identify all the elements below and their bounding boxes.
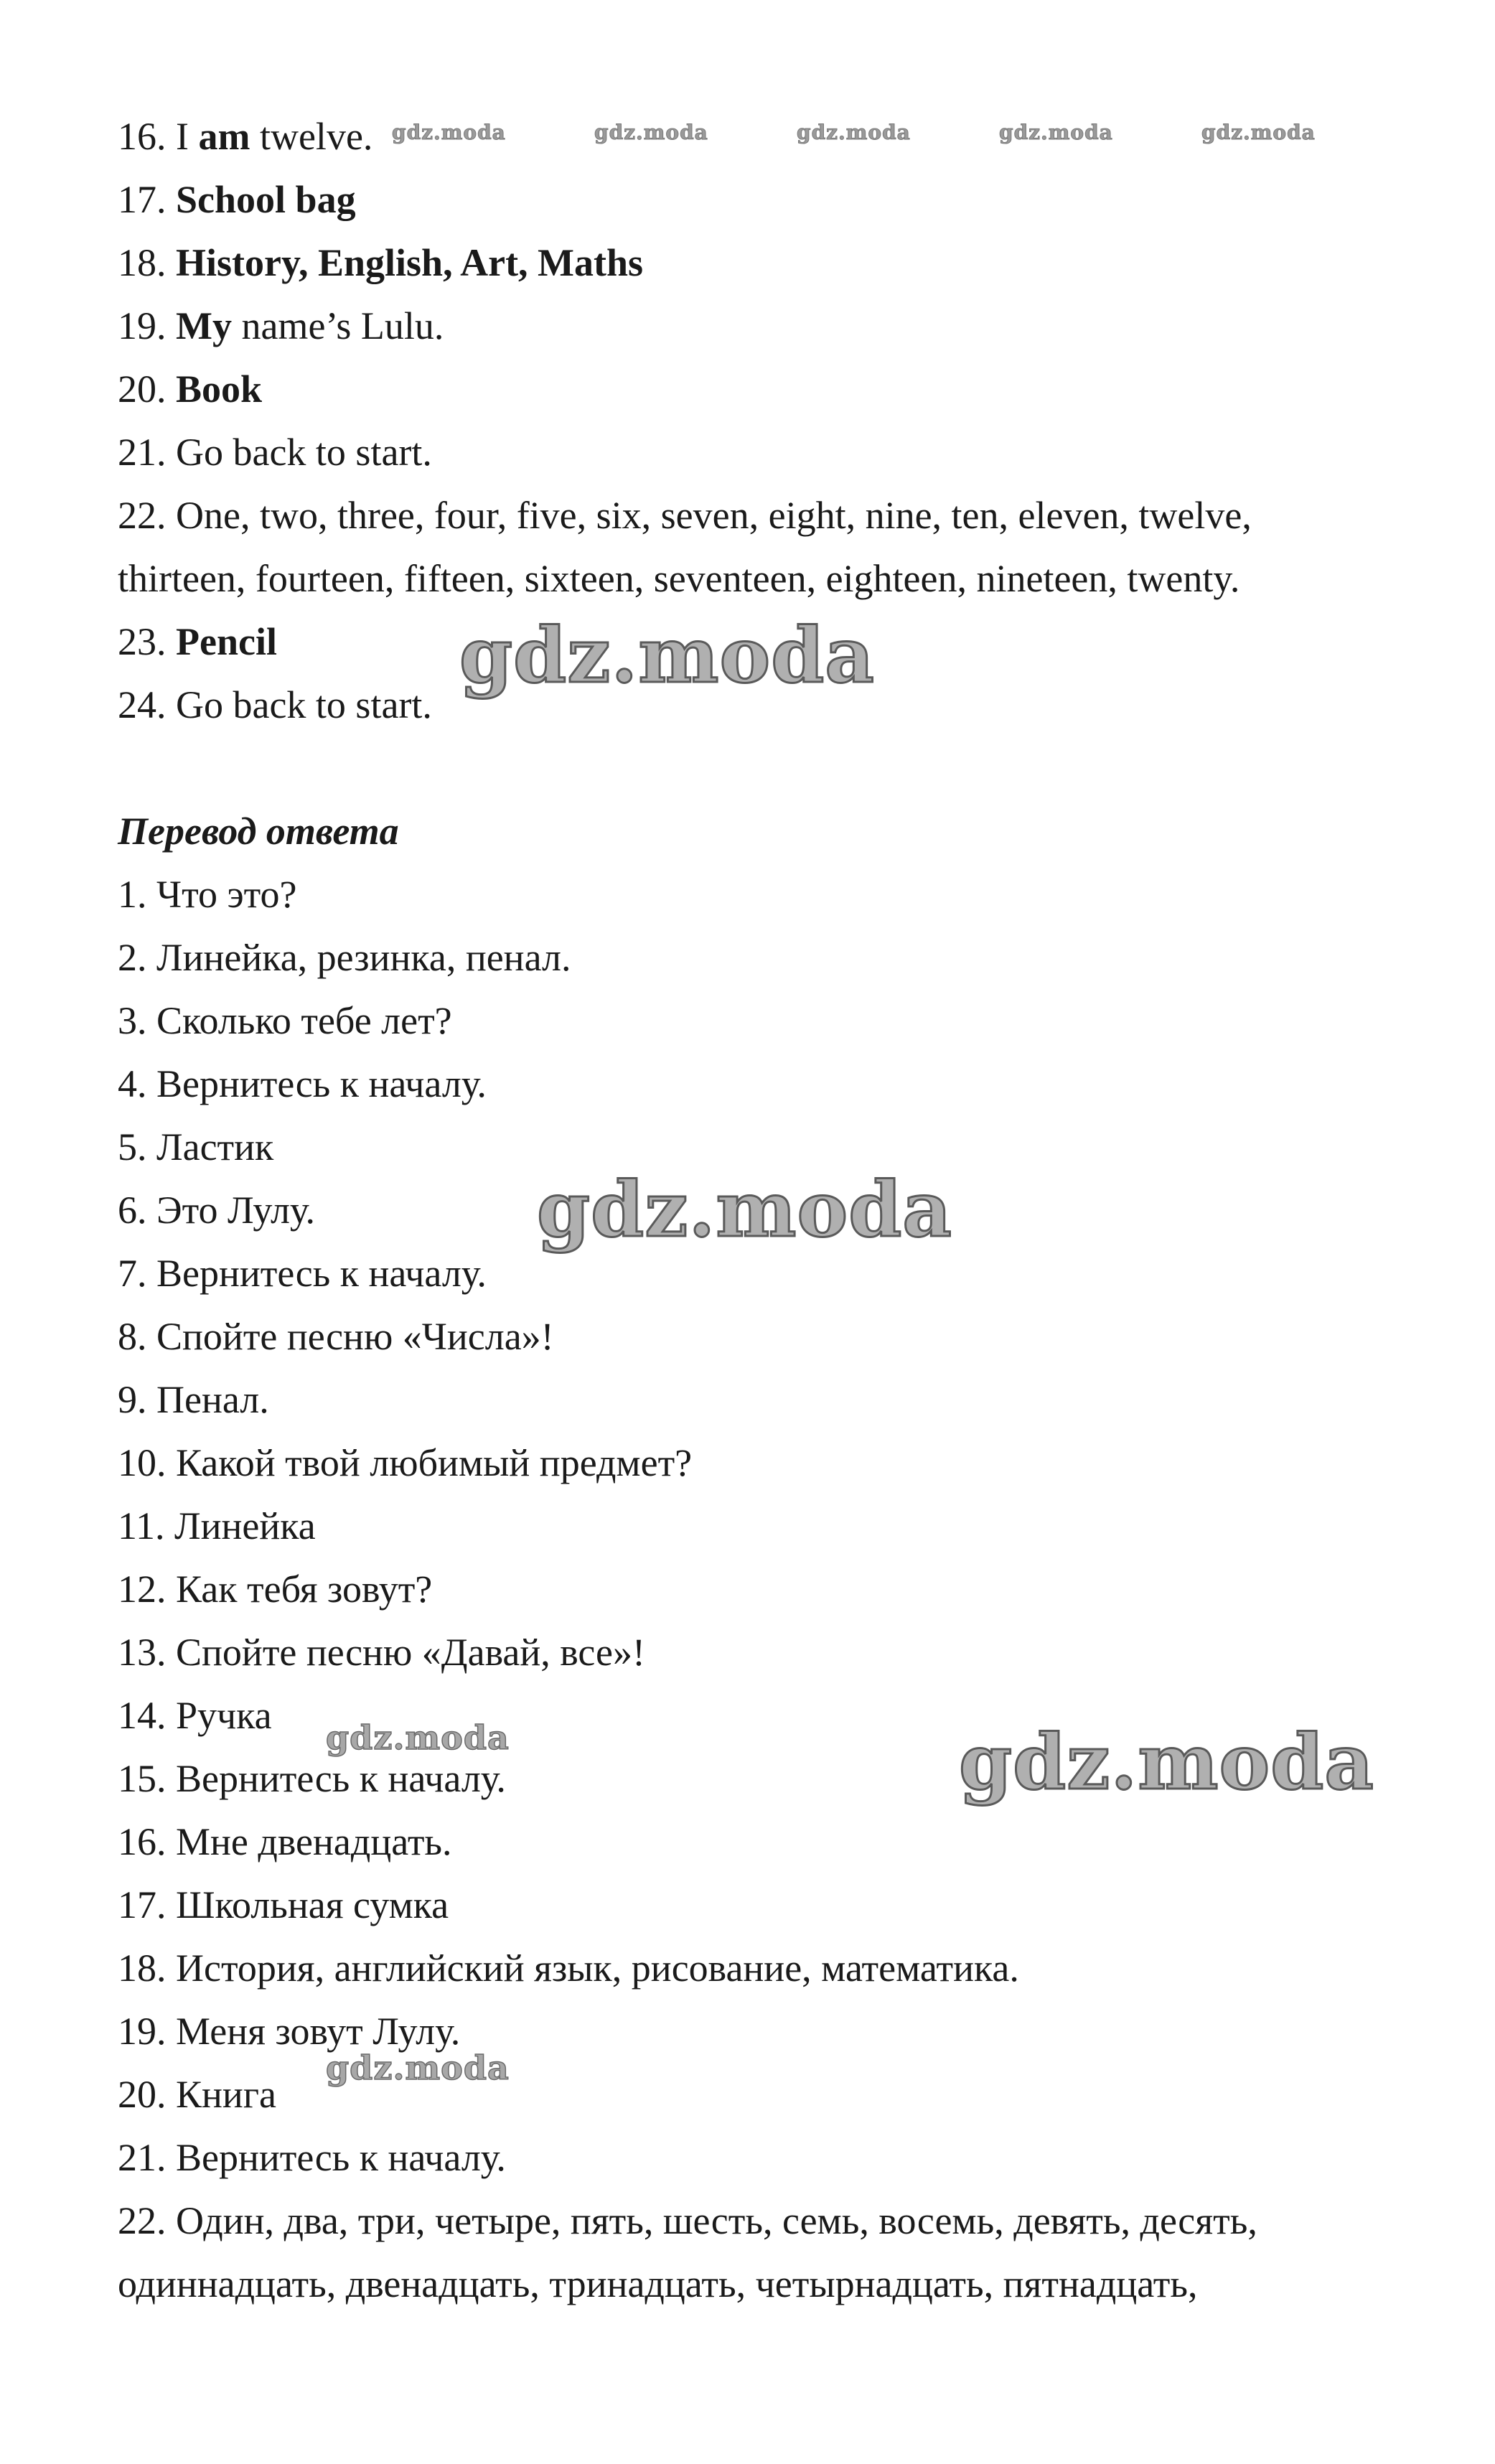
- translation-line: 6. Это Лулу.: [118, 1189, 315, 1232]
- watermark: gdz.moda: [999, 121, 1113, 144]
- translation-line: 5. Ластик: [118, 1125, 274, 1168]
- watermark: gdz.moda: [797, 121, 911, 144]
- translation-line: 13. Спойте песню «Давай, все»!: [118, 1631, 646, 1674]
- translation-line: 22. Один, два, три, четыре, пять, шесть, семь, восемь, девять, десять,: [118, 2199, 1257, 2242]
- answer-line-16: [118, 113, 1395, 159]
- translation-line: 2. Линейка, резинка, пенал.: [118, 936, 571, 979]
- answer-number: 19.: [118, 304, 167, 347]
- translation-line: одиннадцать, двенадцать, тринадцать, четырнадцать, пятнадцать,: [118, 2262, 1198, 2305]
- answer-line-23: [118, 619, 1395, 665]
- answer-line-19: [118, 303, 1395, 349]
- answer-line-22: [118, 492, 1395, 538]
- answer-line-20: [118, 366, 1395, 412]
- answer-line-18: [118, 240, 1395, 286]
- translation-line: 19. Меня зовут Лулу.: [118, 2010, 461, 2053]
- translation-line: 20. Книга: [118, 2073, 276, 2116]
- translation-heading: Перевод ответа: [118, 810, 399, 853]
- translation-line: 17. Школьная сумка: [118, 1883, 449, 1926]
- answer-number: 24.: [118, 683, 167, 726]
- answer-text: name’s Lulu.: [231, 304, 444, 347]
- watermark: gdz.moda: [537, 1164, 952, 1254]
- watermark: gdz.moda: [392, 121, 506, 144]
- translation-line: 18. История, английский язык, рисование, математика.: [118, 1947, 1019, 1990]
- answer-line-21: [118, 429, 1395, 475]
- translation-line: 7. Вернитесь к началу.: [118, 1252, 487, 1295]
- answer-bold-text: School bag: [176, 178, 356, 221]
- translation-line: 10. Какой твой любимый предмет?: [118, 1441, 693, 1484]
- answer-number: 20.: [118, 367, 167, 411]
- answer-bold-text: am: [198, 115, 250, 158]
- answer-number: 23.: [118, 620, 167, 663]
- translation-line: 14. Ручка: [118, 1694, 272, 1737]
- answer-text: twelve.: [250, 115, 373, 158]
- translation-line: 11. Линейка: [118, 1504, 316, 1547]
- translation-line: 12. Как тебя зовут?: [118, 1568, 433, 1611]
- watermark: gdz.moda: [326, 2048, 510, 2087]
- translation-line: 4. Вернитесь к началу.: [118, 1062, 487, 1105]
- answer-line-24: [118, 682, 1395, 728]
- answer-bold-text: Pencil: [176, 620, 277, 663]
- answer-text: I: [176, 115, 199, 158]
- answer-line-17: [118, 177, 1395, 222]
- answer-text: One, two, three, four, five, six, seven, eight, nine, ten, eleven, twelve,: [176, 494, 1252, 537]
- translation-line: 15. Вернитесь к началу.: [118, 1757, 506, 1800]
- answer-number: 22.: [118, 494, 167, 537]
- watermark: gdz.moda: [594, 121, 708, 144]
- translation-line: 9. Пенал.: [118, 1378, 269, 1421]
- watermark: gdz.moda: [1201, 121, 1316, 144]
- answer-number: 18.: [118, 241, 167, 284]
- answer-number: 16.: [118, 115, 167, 158]
- translation-line: 8. Спойте песню «Числа»!: [118, 1315, 554, 1358]
- translation-line: 21. Вернитесь к началу.: [118, 2136, 506, 2179]
- watermark: gdz.moda: [459, 610, 875, 700]
- answer-number: 21.: [118, 431, 167, 474]
- answer-text: Go back to start.: [176, 431, 432, 474]
- watermark: gdz.moda: [959, 1717, 1374, 1807]
- watermark: gdz.moda: [326, 1718, 510, 1757]
- answer-bold-text: My: [176, 304, 232, 347]
- answer-bold-text: History, English, Art, Maths: [176, 241, 644, 284]
- answer-line-22-cont: [118, 556, 1395, 601]
- translation-line: 3. Сколько тебе лет?: [118, 999, 452, 1042]
- answer-bold-text: Book: [176, 367, 263, 411]
- answer-text: Go back to start.: [176, 683, 432, 726]
- translation-line: 16. Мне двенадцать.: [118, 1820, 452, 1863]
- translation-line: 1. Что это?: [118, 873, 297, 916]
- answer-number: 17.: [118, 178, 167, 221]
- answer-text: thirteen, fourteen, fifteen, sixteen, seventeen, eighteen, nineteen, twenty.: [118, 557, 1240, 600]
